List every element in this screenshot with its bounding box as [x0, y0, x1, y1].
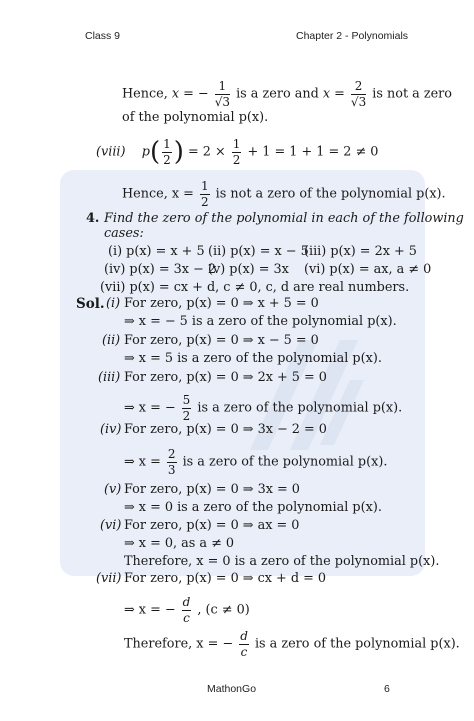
sol-v: For zero, p(x) = 0 ⇒ 3x = 0 — [124, 482, 300, 497]
sol-ii-label: (ii) — [102, 333, 121, 348]
sol-iv: For zero, p(x) = 0 ⇒ 3x − 2 = 0 — [124, 422, 327, 437]
question-text-1: Find the zero of the polynomial in each of the following — [104, 211, 464, 226]
sol-vi-result: ⇒ x = 0, as a ≠ 0 — [124, 536, 235, 551]
question-text-2: cases: — [104, 226, 144, 241]
question-number: 4. — [86, 211, 100, 226]
sol-i-label: (i) — [106, 296, 121, 311]
header-class: Class 9 — [85, 30, 121, 42]
case-iv: (iv) p(x) = 3x − 2 — [104, 262, 216, 277]
sol-ii-result: ⇒ x = 5 is a zero of the polynomial p(x). — [124, 351, 382, 366]
sol-vii-result: ⇒ x = − $\frac{d}{c}$ , (c ≠ 0) — [124, 595, 250, 625]
sol-iii-result: ⇒ x = − $\frac{5}{2}$ is a zero of the polynomial p(x). — [124, 393, 403, 423]
case-ii: (ii) p(x) = x − 5 — [208, 244, 309, 259]
sol-i-result: ⇒ x = − 5 is a zero of the polynomial p(x). — [124, 314, 397, 329]
sol-vi-label: (vi) — [100, 518, 122, 533]
hence-line-2: of the polynomial p(x). — [122, 110, 269, 125]
footer-brand: MathonGo — [207, 683, 257, 695]
case-vii: (vii) p(x) = cx + d, c ≠ 0, c, d are real numbers. — [100, 280, 410, 295]
page-number: 6 — [384, 683, 390, 695]
sol-vii: For zero, p(x) = 0 ⇒ cx + d = 0 — [124, 571, 327, 586]
solution-label: Sol. — [76, 296, 105, 312]
sol-iii: For zero, p(x) = 0 ⇒ 2x + 5 = 0 — [124, 370, 327, 385]
sol-iii-label: (iii) — [98, 370, 121, 385]
sol-vi: For zero, p(x) = 0 ⇒ ax = 0 — [124, 518, 300, 533]
sol-iv-result: ⇒ x = $\frac{2}{3}$ is a zero of the polynomial p(x). — [124, 447, 388, 477]
sol-v-label: (v) — [104, 482, 122, 497]
header-chapter: Chapter 2 - Polynomials — [296, 30, 409, 42]
part-viii: (viii) p( $\frac{1}{2}$ ) = 2 × $\frac{1}{2}$ + 1 = 1 + 1 = 2 ≠ 0 — [96, 137, 379, 168]
case-v: (v) p(x) = 3x — [208, 262, 289, 277]
hence-line-1: Hence, x = − $\frac{1}{√3}$ is a zero and x = $\frac{2}{√3}$ is not a zero — [122, 79, 452, 109]
case-iii: (iii) p(x) = 2x + 5 — [304, 244, 417, 259]
case-i: (i) p(x) = x + 5 — [108, 244, 205, 259]
sol-vii-label: (vii) — [96, 571, 122, 586]
hence-line-3: Hence, x = $\frac{1}{2}$ is not a zero of the polynomial p(x). — [122, 179, 446, 209]
sol-v-result: ⇒ x = 0 is a zero of the polynomial p(x). — [124, 500, 382, 515]
case-vi: (vi) p(x) = ax, a ≠ 0 — [304, 262, 432, 277]
sol-vi-therefore: Therefore, x = 0 is a zero of the polynomial p(x). — [124, 554, 440, 569]
sol-i: For zero, p(x) = 0 ⇒ x + 5 = 0 — [124, 296, 319, 311]
sol-ii: For zero, p(x) = 0 ⇒ x − 5 = 0 — [124, 333, 319, 348]
sol-iv-label: (iv) — [100, 422, 122, 437]
sol-vii-therefore: Therefore, x = − $\frac{d}{c}$ is a zero of the polynomial p(x). — [124, 629, 460, 659]
